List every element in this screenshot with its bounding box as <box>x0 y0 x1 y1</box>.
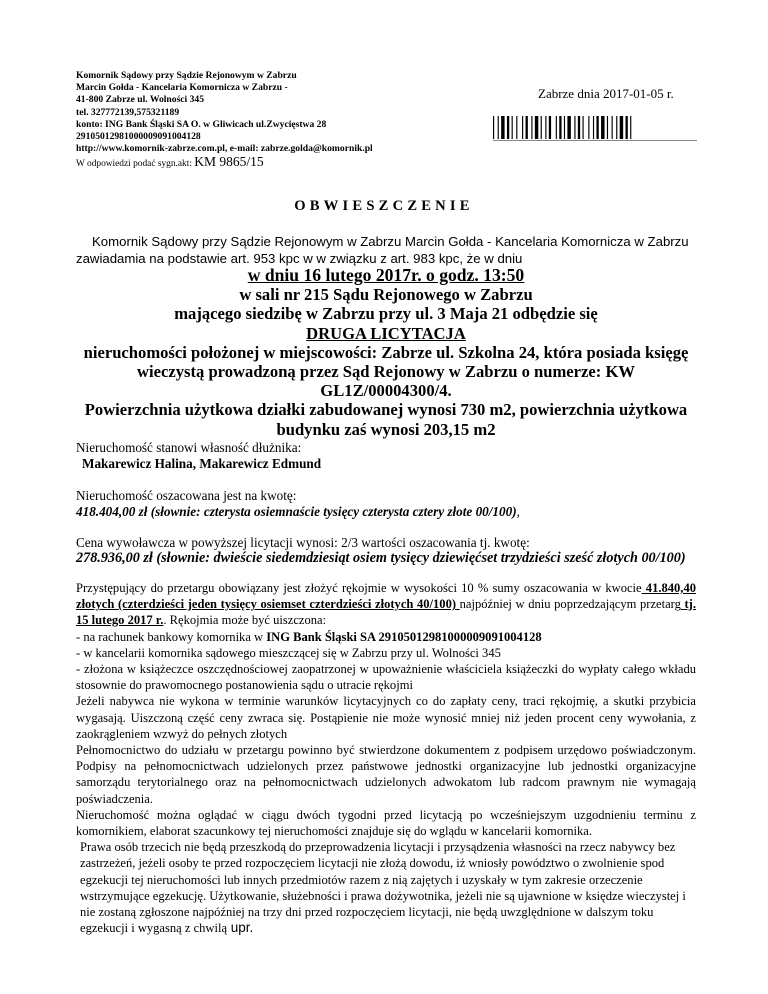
deposit-deadline-text: najpóźniej w dniu poprzedzającym przetarg <box>459 597 681 612</box>
deposit-methods-intro: . Rękojmia może być uiszczona: <box>163 613 327 628</box>
bailiff-header <box>76 70 506 171</box>
conditions-body <box>76 580 696 936</box>
starting-price-label: Cena wywoławcza w powyższej licytacji wynosi: 2/3 wartości oszacowania tj. kwotę: <box>76 535 530 550</box>
deposit-option-bank-account: ING Bank Śląski SA 29105012981000009091004128 <box>266 629 542 644</box>
deposit-text: Przystępujący do przetargu obowiązany jest złożyć rękojmie w wysokości 10 % sumy oszacowania w kwocie <box>76 581 642 595</box>
proxy-paragraph: Pełnomocnictwo do udziału w przetargu powinno być stwierdzone dokumentem z podpisem urzędowo poświadczonym. Podpisy na pełnomocnictwach udzielonych przez państwowe jednostki organizacyjne lub jednostki organizacyjne samorządu terytorialnego oraz na pełnomocnictwach udzielonych adwokatom lub radcom prawnym nie wymagają poświadczenia. <box>76 743 696 806</box>
header-line-contact: http://www.komornik-zabrze.com.pl, e-mail: zabrze.golda@komornik.pl <box>76 143 373 155</box>
deposit-option-savings-book: - złożona w książeczce oszczędnościowej zaopatrzonej w upoważnienie właściciela książeczki do wypłaty całego wkładu stosownie do prawomocnego postanowienia sądu o utracie rękojmi <box>76 662 696 693</box>
property-area: Powierzchnia użytkowa działki zabudowanej wynosi 730 m2, powierzchnia użytkowa budynku zaś wynosi 203,15 m2 <box>84 400 688 439</box>
intro-paragraph: Komornik Sądowy przy Sądzie Rejonowym w Zabrzu Marcin Gołda - Kancelaria Komornicza w Zabrzu zawiadamia na podstawie art. 953 kpc w w związku z art. 983 kpc, że w dniu <box>76 234 689 266</box>
auction-type: DRUGA LICYTACJA <box>306 323 466 343</box>
third-party-rights-text: Prawa osób trzecich nie będą przeszkodą do przeprowadzenia licytacji i przysądzenia własności na rzecz nabywcy bez zastrzeżeń, jeżeli osoby te przed rozpoczęciem licytacji nie złożą dowodu, iż wniosły powództwo o zwolnienie spod egzekucji tej nieruchomości lub innych przedmiotów razem z nią zajętych i uzyskały w tym zakresie orzeczenie wstrzymujące egzekucję. Użytkowanie, służebności i prawa dożywotnika, jeżeli nie są ujawnione w księdze wieczystej i nie zostaną zgłoszone najpóźniej na trzy dni przed rozpoczęciem licytacji, nie będą uwzględnione w dalszym toku egzekucji i wygasną z chwilą <box>80 840 686 936</box>
document-title: OBWIESZCZENIE <box>294 198 474 214</box>
case-reference-number: KM 9865/15 <box>194 154 264 170</box>
forfeit-paragraph: Jeżeli nabywca nie wykona w terminie warunków licytacyjnych co do zapłaty ceny, traci rękojmię, a skutki przybicia wygasają. Uiszczoną część ceny zwraca się. Postąpienie nie może wynosić mniej niż jeden procent ceny wywołania, z zaokrągleniem wzwyż do pełnych złotych <box>76 694 696 741</box>
header-line-phone: tel. 327772139,575321189 <box>76 106 180 118</box>
auction-room: w sali nr 215 Sądu Rejonowego w Zabrzu <box>239 285 533 305</box>
case-reference-label: W odpowiedzi podać sygn.akt: <box>76 159 192 170</box>
auction-date: w dniu 16 lutego 2017r. o godz. 13:50 <box>247 265 525 285</box>
starting-price-amount: 278.936,00 zł (słownie: dwieście siedemdziesiąt osiem tysięcy dziewięćset trzydzieści sześć złotych 00/100) <box>76 549 686 566</box>
owner-label: Nieruchomość stanowi własność dłużnika: <box>76 440 302 455</box>
starting-price-section <box>76 535 696 567</box>
header-line-bank: konto: ING Bank Śląski SA O. w Gliwicach ul.Zwycięstwa 28 <box>76 118 327 130</box>
header-line-account: 29105012981000009091004128 <box>76 131 201 143</box>
owner-names: Makarewicz Halina, Makarewicz Edmund <box>82 455 322 471</box>
deposit-option-bank-text: - na rachunek bankowy komornika w <box>76 629 267 644</box>
header-line-address: 41-800 Zabrze ul. Wolności 345 <box>76 94 205 106</box>
header-line-name: Marcin Gołda - Kancelaria Komornicza w Zabrzu - <box>76 82 288 94</box>
viewing-paragraph: Nieruchomość można oglądać w ciągu dwóch tygodni przed licytacją po wcześniejszym uzgodnieniu terminu z komornikiem, elaborat szacunkowy tej nieruchomości znajduje się do wglądu w kancelarii komornika. <box>76 807 696 839</box>
third-party-rights-paragraph <box>76 839 696 936</box>
deposit-option-office: - w kancelarii komornika sądowego mieszczącej się w Zabrzu przy ul. Wolności 345 <box>76 645 501 660</box>
third-party-rights-end: upr. <box>227 920 254 936</box>
deposit-deadline-date: tj. 15 lutego 2017 r. <box>76 597 696 628</box>
valuation-label: Nieruchomość oszacowana jest na kwotę: <box>76 488 297 503</box>
property-description: nieruchomości położonej w miejscowości: Zabrze ul. Szkolna 24, która posiada księgę wieczystą prowadzoną przez Sąd Rejonowy w Zabrzu o numerze: KW GL1Z/00004300/4. <box>83 342 689 401</box>
deposit-amount: 41.840,40 złotych (czterdzieści jeden tysięcy osiemset czterdzieści złotych 40/100) <box>76 581 696 612</box>
deposit-paragraph <box>76 580 696 629</box>
valuation-section <box>76 488 696 520</box>
deposit-option-bank <box>76 629 696 645</box>
valuation-amount: 418.404,00 zł (słownie: czterysta osiemnaście tysięcy czterysta cztery złote 00/100) <box>76 503 517 519</box>
court-seat: mającego siedzibę w Zabrzu przy ul. 3 Maja 21 odbędzie się <box>174 304 598 324</box>
owner-section <box>76 440 696 472</box>
case-reference <box>76 156 506 170</box>
header-line-office: Komornik Sądowy przy Sądzie Rejonowym w Zabrzu <box>76 70 297 81</box>
document-date: Zabrze dnia 2017-01-05 r. <box>538 86 674 101</box>
auction-announcement <box>70 266 702 439</box>
valuation-trailing-comma: , <box>516 503 520 519</box>
barcode <box>493 116 697 146</box>
